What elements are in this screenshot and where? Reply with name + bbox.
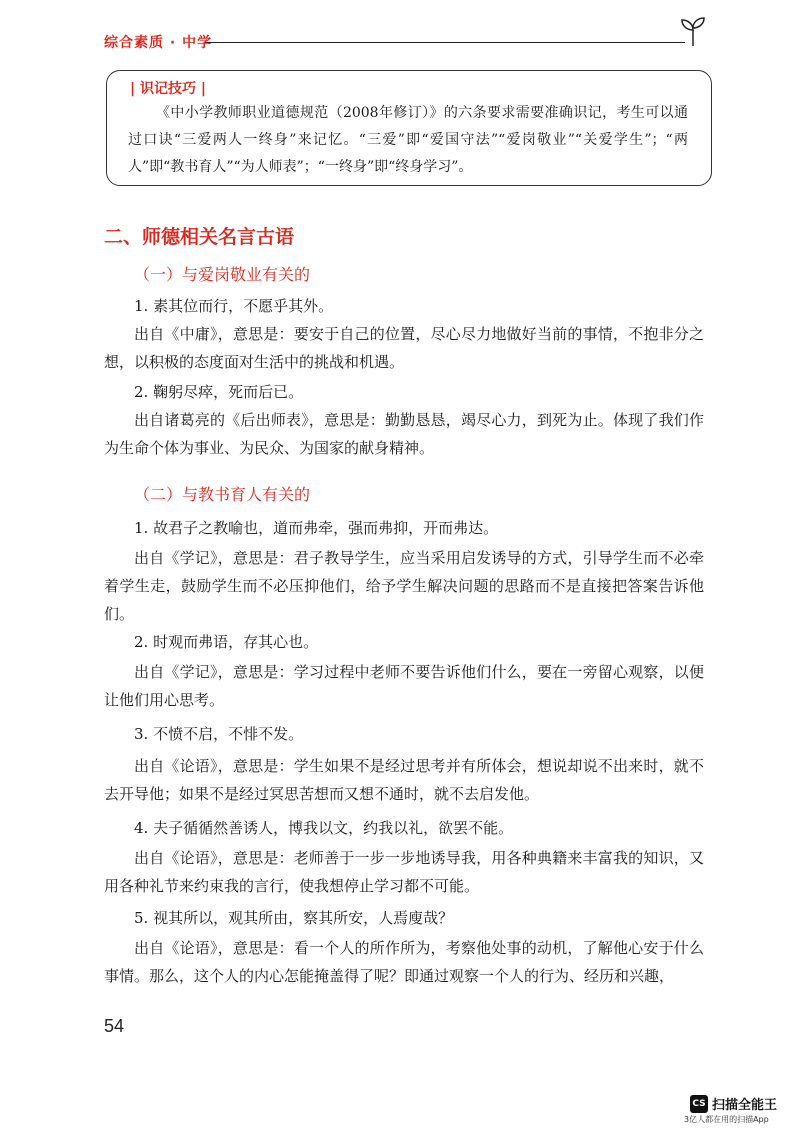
tip-box-title: | 识记技巧 | <box>130 81 206 97</box>
paragraph: 出自《论语》，意思是：学生如果不是经过思考并有所体会，想说却说不出来时，就不去开导他；如果不是经过冥思苦想而又想不通时，就不去启发他。 <box>104 757 704 803</box>
scanner-watermark <box>690 1094 777 1113</box>
paragraph: 出自诸葛亮的《后出师表》，意思是：勤勤恳恳，竭尽心力，到死为止。体现了我们作为生命个体为事业、为民众、为国家的献身精神。 <box>104 411 704 457</box>
paragraph: 3. 不愤不启，不悱不发。 <box>134 725 304 743</box>
paragraph: 5. 视其所以，观其所由，察其所安，人焉廋哉？ <box>134 909 454 927</box>
paragraph: 2. 时观而弗语，存其心也。 <box>134 633 319 651</box>
page-number: 54 <box>104 1016 125 1036</box>
paragraph: 出自《论语》，意思是：老师善于一步一步地诱导我，用各种典籍来丰富我的知识，又用各种礼节来约束我的言行，使我想停止学习都不可能。 <box>104 849 704 895</box>
paragraph: 4. 夫子循循然善诱人，博我以文，约我以礼，欲罢不能。 <box>134 819 514 837</box>
camscanner-logo-icon: CS <box>690 1095 708 1113</box>
paragraph: 出自《中庸》，意思是：要安于自己的位置，尽心尽力地做好当前的事情，不抱非分之想，以积极的态度面对生活中的挑战和机遇。 <box>104 325 704 371</box>
header-divider <box>205 42 685 43</box>
paragraph: 2. 鞠躬尽瘁，死而后已。 <box>134 383 304 401</box>
subsection-heading-1: （一）与爱岗敬业有关的 <box>134 265 311 284</box>
header-section-title: 综合素质 · 中学 <box>104 35 213 51</box>
watermark-app-name: 扫描全能王 <box>712 1098 778 1113</box>
sprout-icon <box>676 14 710 48</box>
paragraph: 1. 素其位而行，不愿乎其外。 <box>134 297 334 315</box>
subsection-heading-2: （二）与教书育人有关的 <box>134 485 311 504</box>
paragraph: 出自《学记》，意思是：君子教导学生，应当采用启发诱导的方式，引导学生而不必牵着学生走，鼓励学生而不必压抑他们，给予学生解决问题的思路而不是直接把答案告诉他们。 <box>104 549 704 623</box>
watermark-tagline: 3亿人都在用的扫描App <box>684 1115 769 1124</box>
tip-box-text: 《中小学教师职业道德规范（2008年修订）》的六条要求需要准确识记，考生可以通过口诀“三爱两人一终身”来记忆。“三爱”即“爱国守法”“爱岗敬业”“关爱学生”；“两人”即“教书育人”“为人师表”；“一终身”即“终身学习”。 <box>128 105 688 175</box>
paragraph: 1. 故君子之教喻也，道而弗牵，强而弗抑，开而弗达。 <box>134 519 499 537</box>
section-heading: 二、师德相关名言古语 <box>104 226 295 248</box>
paragraph: 出自《论语》，意思是：看一个人的所作所为，考察他处事的动机，了解他心安于什么事情。那么，这个人的内心怎能掩盖得了呢？即通过观察一个人的行为、经历和兴趣， <box>104 939 704 985</box>
paragraph: 出自《学记》，意思是：学习过程中老师不要告诉他们什么，要在一旁留心观察，以便让他们用心思考。 <box>104 663 704 709</box>
